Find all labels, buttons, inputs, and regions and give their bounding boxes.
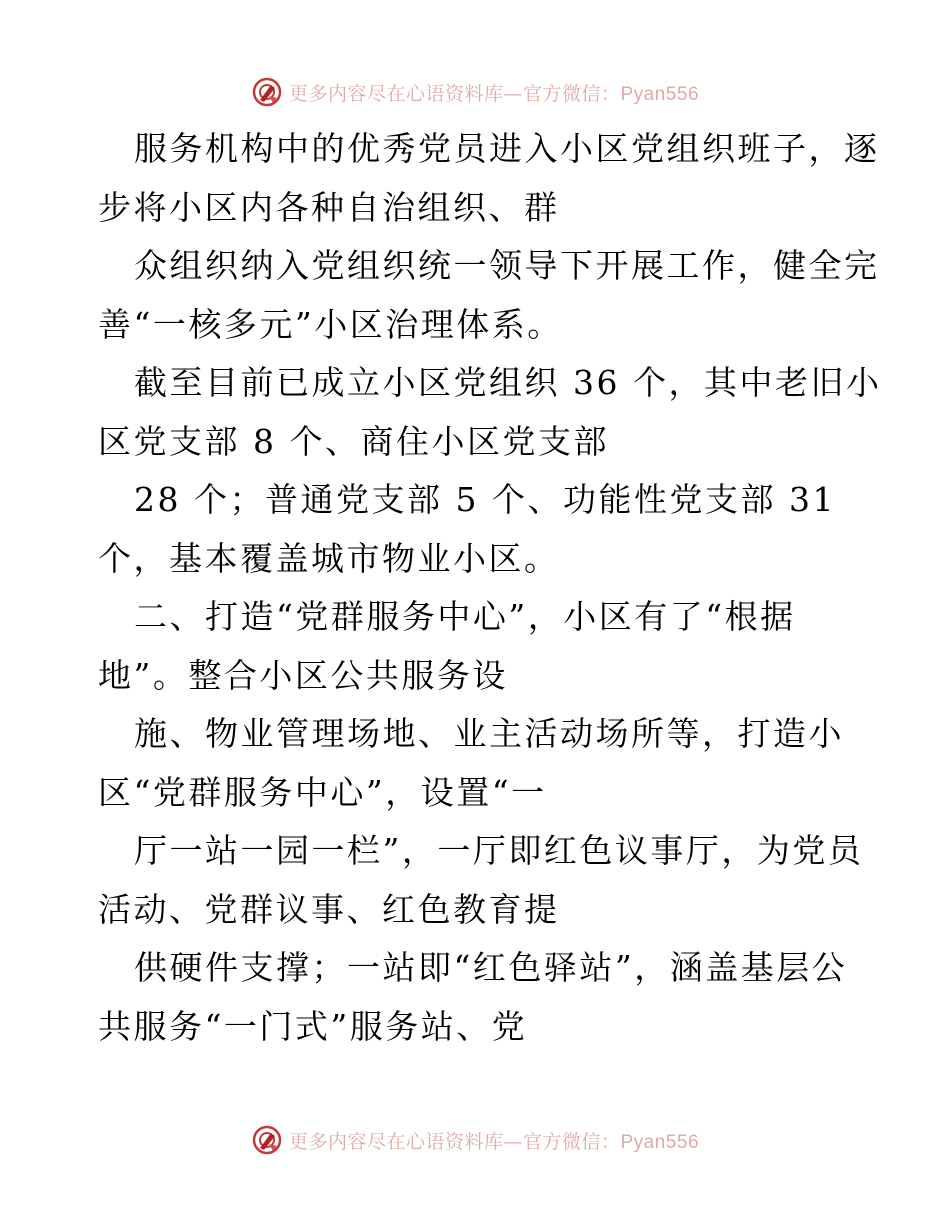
body-line: 区“党群服务中心”，设置“一 (98, 772, 547, 812)
body-line: 众组织纳入党组织统一领导下开展工作，健全完 (134, 246, 880, 285)
red-circle-icon (251, 1124, 283, 1156)
body-line: 善“一核多元”小区治理体系。 (98, 304, 563, 344)
document-body (98, 120, 882, 1056)
header-watermark (0, 72, 950, 112)
body-line: 活动、党群议事、红色教育提 (98, 889, 560, 929)
body-line: 区党支部 8 个、商住小区党支部 (98, 421, 609, 461)
body-line: 施、物业管理场地、业主活动场所等，打造小 (134, 714, 844, 753)
body-line: 二、打造“党群服务中心”，小区有了“根据 (134, 597, 796, 636)
body-line: 共服务“一门式”服务站、党 (98, 1006, 528, 1046)
body-line: 供硬件支撑；一站即“红色驿站”，涵盖基层公 (134, 948, 848, 987)
body-line: 厅一站一园一栏”，一厅即红色议事厅，为党员 (134, 831, 864, 870)
watermark-text: 更多内容尽在心语资料库—官方微信：Pyan556 (288, 82, 700, 105)
body-line: 28 个；普通党支部 5 个、功能性党支部 31 (134, 480, 836, 519)
red-circle-icon (251, 76, 283, 108)
body-line: 地”。整合小区公共服务设 (98, 655, 508, 695)
body-line: 个，基本覆盖城市物业小区。 (98, 538, 560, 578)
watermark-text: 更多内容尽在心语资料库—官方微信：Pyan556 (288, 1130, 700, 1153)
body-line: 服务机构中的优秀党员进入小区党组织班子，逐 (134, 129, 880, 168)
body-line: 截至目前已成立小区党组织 36 个，其中老旧小 (134, 363, 882, 402)
footer-watermark (0, 1120, 950, 1160)
body-line: 步将小区内各种自治组织、群 (98, 187, 560, 227)
